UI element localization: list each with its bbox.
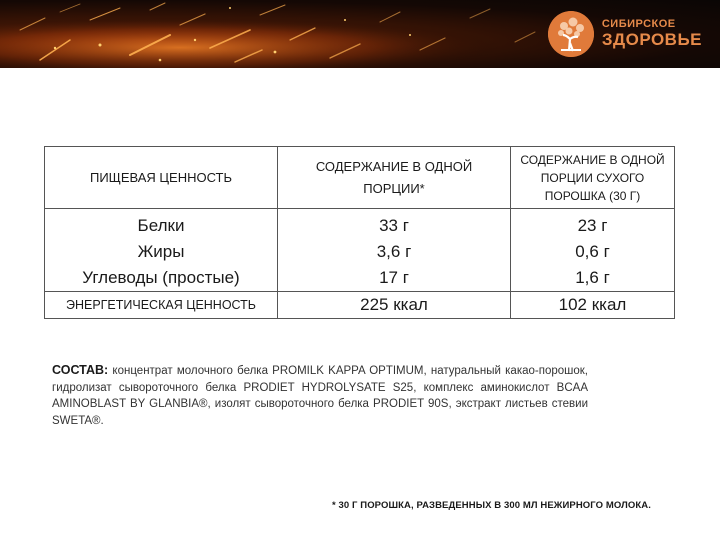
composition-body: концентрат молочного белка PROMILK KAPPA OPTIMUM, натуральный какао-порошок, гидролизат сывороточного белка PRODIET HYDROLYSATE S25, комплекс аминокислот BCAA AMINOBLAST BY GLANBIA®, изолят сывороточного белка PRODIET 90S, экстракт листьев стевии SWETA®.	[52, 365, 588, 427]
row-value-carbs-serving: 17 г	[278, 265, 511, 292]
composition-label: СОСТАВ:	[52, 363, 109, 377]
footnote: * 30 Г ПОРОШКА, РАЗВЕДЕННЫХ В 300 МЛ НЕЖИРНОГО МОЛОКА.	[332, 500, 651, 511]
table-header-row	[45, 147, 675, 209]
brand-logo	[548, 10, 702, 58]
row-value-protein-dry: 23 г	[511, 209, 675, 240]
header-banner	[0, 0, 720, 68]
header-per-serving-text: СОДЕРЖАНИЕ В ОДНОЙ ПОРЦИИ*	[315, 158, 473, 196]
table-row	[45, 209, 675, 240]
row-label-protein: Белки	[45, 209, 278, 240]
row-label-energy: ЭНЕРГЕТИЧЕСКАЯ ЦЕННОСТЬ	[45, 292, 278, 319]
row-label-carbs: Углеводы (простые)	[45, 265, 278, 292]
header-nutrition: ПИЩЕВАЯ ЦЕННОСТЬ	[45, 147, 278, 209]
row-value-energy-dry: 102 ккал	[511, 292, 675, 319]
header-per-dry-powder	[511, 147, 675, 209]
row-value-energy-serving: 225 ккал	[278, 292, 511, 319]
brand-name-line1: СИБИРСКОЕ	[601, 18, 676, 31]
table-row	[45, 239, 675, 265]
row-label-fat: Жиры	[45, 239, 278, 265]
nutrition-table	[44, 146, 675, 319]
row-value-fat-dry: 0,6 г	[511, 239, 675, 265]
composition-text	[52, 362, 588, 429]
brand-name-line2: ЗДОРОВЬЕ	[601, 29, 702, 49]
row-value-fat-serving: 3,6 г	[278, 239, 511, 265]
table-row-energy	[45, 292, 675, 319]
tree-icon	[548, 11, 594, 57]
header-per-dry-powder-text: СОДЕРЖАНИЕ В ОДНОЙ ПОРЦИИ СУХОГО ПОРОШКА (30 Г)	[520, 152, 665, 203]
table-row	[45, 265, 675, 292]
header-per-serving	[278, 147, 511, 209]
row-value-carbs-dry: 1,6 г	[511, 265, 675, 292]
row-value-protein-serving: 33 г	[278, 209, 511, 240]
